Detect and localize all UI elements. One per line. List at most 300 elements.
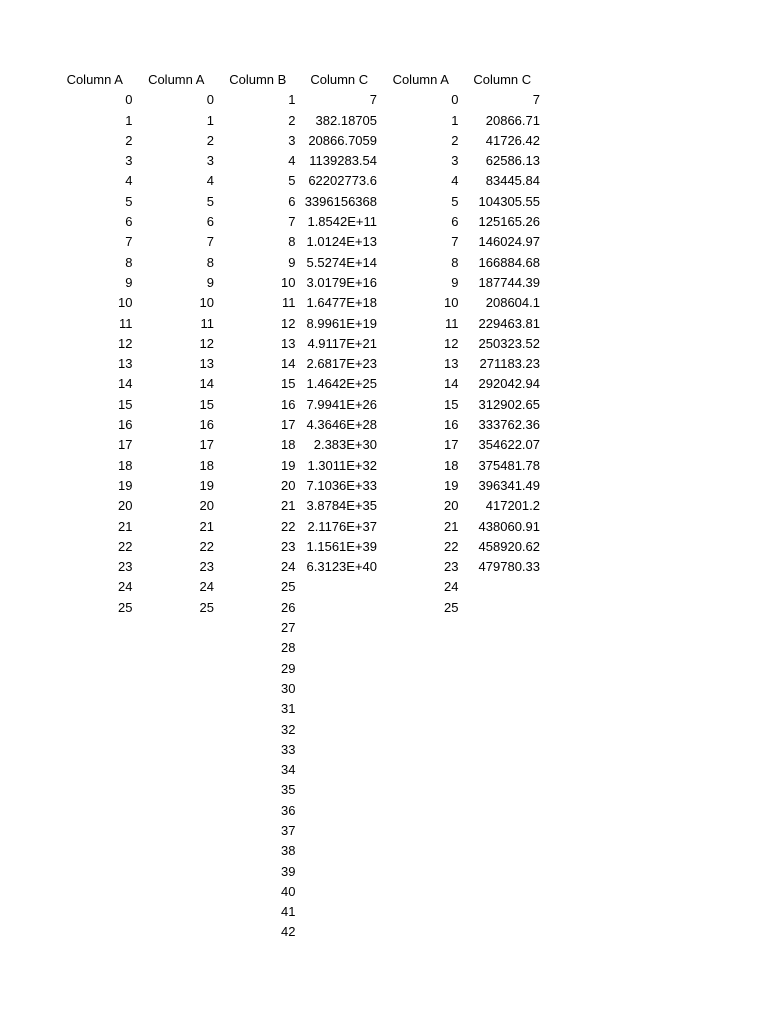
- table-cell: 38: [281, 843, 296, 859]
- table-cell: 0: [206, 92, 214, 108]
- table-cell: [299, 862, 381, 882]
- table-row: [54, 415, 543, 435]
- table-row: [54, 192, 543, 212]
- table-cell: 7.1036E+33: [306, 477, 377, 493]
- table-cell: [380, 780, 462, 800]
- table-cell: 20: [118, 498, 133, 514]
- table-cell: 15: [118, 396, 133, 412]
- table-cell: 4: [125, 173, 133, 189]
- table-cell: 19: [118, 477, 133, 493]
- table-cell: 4.9117E+21: [307, 335, 377, 351]
- table-cell: 35: [281, 782, 296, 798]
- table-cell: 30: [281, 680, 296, 696]
- table-cell: 4: [451, 173, 459, 189]
- table-cell: [54, 638, 136, 658]
- table-cell: [380, 618, 462, 638]
- table-row: [54, 90, 543, 110]
- table-cell: 250323.52: [478, 335, 540, 351]
- table-cell: 16: [199, 417, 214, 433]
- table-cell: 25: [199, 599, 214, 615]
- table-cell: 1.6477E+18: [306, 295, 377, 311]
- table-cell: [462, 862, 544, 882]
- table-row: [54, 354, 543, 374]
- table-cell: [462, 821, 544, 841]
- table-cell: 2: [125, 132, 133, 148]
- table-cell: 146024.97: [478, 234, 540, 250]
- table-cell: 11: [445, 315, 459, 331]
- table-cell: 1: [125, 112, 133, 128]
- table-cell: [299, 720, 381, 740]
- table-cell: 5: [451, 193, 459, 209]
- table-cell: 83445.84: [485, 173, 540, 189]
- table-cell: 20866.71: [485, 112, 540, 128]
- table-cell: 312902.65: [478, 396, 540, 412]
- column-header: Column B: [229, 72, 287, 87]
- table-row: [54, 679, 543, 699]
- table-cell: 40: [281, 883, 296, 899]
- table-cell: 6: [125, 214, 133, 230]
- column-header: Column A: [392, 72, 449, 87]
- table-cell: 41: [281, 904, 296, 920]
- table-cell: [136, 679, 218, 699]
- table-cell: 4.3646E+28: [306, 417, 377, 433]
- table-cell: 3396156368: [304, 193, 377, 209]
- table-row: [54, 314, 543, 334]
- table-cell: [380, 922, 462, 942]
- table-cell: 4: [206, 173, 214, 189]
- table-cell: 25: [118, 599, 133, 615]
- table-cell: 17: [118, 437, 133, 453]
- table-cell: [462, 882, 544, 902]
- table-row: [54, 638, 543, 658]
- table-cell: [462, 577, 544, 597]
- table-cell: [299, 821, 381, 841]
- table-cell: [462, 699, 544, 719]
- table-cell: 22: [281, 518, 296, 534]
- table-cell: [462, 720, 544, 740]
- table-cell: 1: [451, 112, 459, 128]
- table-cell: 19: [281, 457, 296, 473]
- table-cell: [136, 618, 218, 638]
- table-cell: [380, 720, 462, 740]
- table-row: [54, 537, 543, 557]
- table-cell: 24: [444, 579, 459, 595]
- table-cell: 25: [281, 579, 296, 595]
- table-row: [54, 131, 543, 151]
- table-cell: [462, 760, 544, 780]
- table-row: [54, 395, 543, 415]
- table-cell: 16: [281, 396, 296, 412]
- table-cell: 14: [281, 356, 296, 372]
- table-cell: 1.8542E+11: [307, 214, 377, 230]
- table-cell: 10: [199, 295, 214, 311]
- table-cell: 3: [288, 132, 296, 148]
- table-cell: 7.9941E+26: [306, 396, 377, 412]
- table-cell: [299, 922, 381, 942]
- table-cell: 15: [281, 376, 296, 392]
- table-cell: 24: [118, 579, 133, 595]
- table-cell: 16: [444, 417, 459, 433]
- table-cell: 62586.13: [485, 153, 540, 169]
- table-cell: [136, 699, 218, 719]
- table-cell: 5.5274E+14: [306, 254, 377, 270]
- table-cell: 13: [118, 356, 133, 372]
- table-cell: 2.6817E+23: [306, 356, 377, 372]
- table-cell: 13: [444, 356, 459, 372]
- table-cell: 26: [281, 599, 296, 615]
- table-cell: [380, 841, 462, 861]
- table-row: [54, 517, 543, 537]
- table-cell: 1.4642E+25: [306, 376, 377, 392]
- table-cell: 12: [199, 335, 214, 351]
- table-cell: 9: [288, 254, 296, 270]
- data-table: [54, 70, 543, 943]
- table-cell: 8.9961E+19: [306, 315, 377, 331]
- table-cell: [462, 679, 544, 699]
- table-cell: 12: [281, 315, 296, 331]
- table-cell: 36: [281, 802, 296, 818]
- table-cell: 14: [118, 376, 133, 392]
- table-cell: 11: [282, 295, 296, 311]
- table-cell: 14: [199, 376, 214, 392]
- table-cell: [380, 821, 462, 841]
- table-cell: 21: [281, 498, 296, 514]
- table-cell: [380, 801, 462, 821]
- table-cell: 0: [125, 92, 133, 108]
- spreadsheet: [54, 70, 543, 943]
- table-cell: [299, 577, 381, 597]
- table-cell: 25: [444, 599, 459, 615]
- table-row: [54, 841, 543, 861]
- table-cell: 23: [444, 559, 459, 575]
- table-cell: 17: [444, 437, 459, 453]
- table-cell: 8: [288, 234, 296, 250]
- table-cell: 3: [206, 153, 214, 169]
- table-row: [54, 496, 543, 516]
- table-cell: [299, 902, 381, 922]
- table-cell: [380, 638, 462, 658]
- table-cell: 20: [199, 498, 214, 514]
- table-cell: 7: [206, 234, 214, 250]
- table-cell: 292042.94: [478, 376, 540, 392]
- table-cell: [54, 760, 136, 780]
- table-row: [54, 882, 543, 902]
- table-cell: 21: [199, 518, 214, 534]
- table-cell: [136, 801, 218, 821]
- table-row: [54, 659, 543, 679]
- table-row: [54, 780, 543, 800]
- table-cell: 6: [206, 214, 214, 230]
- table-row: [54, 740, 543, 760]
- table-cell: [462, 780, 544, 800]
- table-cell: [54, 720, 136, 740]
- table-cell: 382.18705: [315, 112, 377, 128]
- table-cell: [299, 598, 381, 618]
- table-cell: 1: [288, 92, 296, 108]
- table-cell: 27: [281, 620, 296, 636]
- table-cell: [136, 821, 218, 841]
- table-cell: 22: [444, 538, 459, 554]
- table-cell: [54, 922, 136, 942]
- table-cell: 22: [118, 538, 133, 554]
- table-cell: [299, 780, 381, 800]
- table-cell: 62202773.6: [308, 173, 377, 189]
- table-cell: 104305.55: [478, 193, 540, 209]
- table-cell: 2: [288, 112, 296, 128]
- table-cell: [380, 699, 462, 719]
- table-row: [54, 577, 543, 597]
- table-cell: [136, 882, 218, 902]
- table-cell: [462, 740, 544, 760]
- column-header: Column C: [310, 72, 369, 87]
- table-cell: [380, 659, 462, 679]
- table-cell: 37: [281, 822, 296, 838]
- table-cell: 15: [444, 396, 459, 412]
- table-cell: 438060.91: [478, 518, 540, 534]
- table-cell: 12: [118, 335, 133, 351]
- table-cell: 8: [206, 254, 214, 270]
- table-cell: 13: [281, 335, 296, 351]
- table-cell: 10: [118, 295, 133, 311]
- table-cell: [299, 638, 381, 658]
- column-header: Column A: [148, 72, 205, 87]
- table-cell: [54, 902, 136, 922]
- table-cell: 1139283.54: [309, 153, 377, 169]
- table-cell: 10: [444, 295, 459, 311]
- table-cell: 6: [451, 214, 459, 230]
- table-cell: 20: [444, 498, 459, 514]
- header-row: [54, 70, 543, 90]
- table-cell: 5: [288, 173, 296, 189]
- table-cell: 15: [199, 396, 214, 412]
- table-row: [54, 902, 543, 922]
- table-cell: [299, 801, 381, 821]
- table-cell: [136, 740, 218, 760]
- table-cell: 7: [532, 92, 540, 108]
- table-row: [54, 435, 543, 455]
- table-row: [54, 293, 543, 313]
- table-cell: 3: [451, 153, 459, 169]
- table-cell: [380, 760, 462, 780]
- table-row: [54, 212, 543, 232]
- table-cell: [299, 618, 381, 638]
- table-cell: 28: [281, 640, 296, 656]
- table-cell: 11: [200, 315, 214, 331]
- table-cell: [462, 922, 544, 942]
- table-cell: [299, 699, 381, 719]
- table-cell: 19: [199, 477, 214, 493]
- table-cell: [462, 801, 544, 821]
- table-cell: 354622.07: [478, 437, 540, 453]
- table-cell: 34: [281, 762, 296, 778]
- table-cell: [136, 659, 218, 679]
- table-cell: 11: [119, 315, 133, 331]
- table-cell: 479780.33: [478, 559, 540, 575]
- table-cell: 18: [281, 437, 296, 453]
- table-cell: [299, 659, 381, 679]
- table-row: [54, 598, 543, 618]
- table-cell: [380, 862, 462, 882]
- table-cell: 333762.36: [478, 417, 540, 433]
- table-cell: [54, 740, 136, 760]
- table-cell: [54, 801, 136, 821]
- table-cell: [380, 882, 462, 902]
- table-cell: 229463.81: [478, 315, 540, 331]
- table-cell: 39: [281, 863, 296, 879]
- table-row: [54, 557, 543, 577]
- table-cell: 1.3011E+32: [307, 457, 377, 473]
- table-row: [54, 253, 543, 273]
- table-cell: 208604.1: [485, 295, 540, 311]
- table-row: [54, 862, 543, 882]
- table-cell: [299, 679, 381, 699]
- table-cell: 20866.7059: [308, 132, 377, 148]
- table-row: [54, 374, 543, 394]
- table-cell: 9: [206, 274, 214, 290]
- table-cell: 0: [451, 92, 459, 108]
- table-cell: [54, 862, 136, 882]
- table-cell: 9: [451, 274, 459, 290]
- table-cell: 10: [281, 274, 296, 290]
- table-cell: 22: [199, 538, 214, 554]
- table-cell: 18: [199, 457, 214, 473]
- table-cell: [299, 841, 381, 861]
- table-cell: 271183.23: [479, 356, 540, 372]
- table-cell: 3: [125, 153, 133, 169]
- table-cell: 7: [125, 234, 133, 250]
- table-cell: [462, 659, 544, 679]
- table-cell: [462, 618, 544, 638]
- table-cell: 42: [281, 924, 296, 940]
- table-row: [54, 232, 543, 252]
- table-cell: 21: [118, 518, 133, 534]
- table-cell: [54, 841, 136, 861]
- table-cell: [54, 618, 136, 638]
- table-row: [54, 273, 543, 293]
- table-cell: [136, 862, 218, 882]
- table-cell: 3.0179E+16: [306, 274, 377, 290]
- table-cell: 19: [444, 477, 459, 493]
- table-cell: 41726.42: [485, 132, 540, 148]
- table-cell: [299, 740, 381, 760]
- table-cell: 166884.68: [478, 254, 540, 270]
- table-cell: 458920.62: [478, 538, 540, 554]
- table-row: [54, 111, 543, 131]
- table-cell: 23: [118, 559, 133, 575]
- table-cell: 9: [125, 274, 133, 290]
- table-cell: [462, 841, 544, 861]
- column-header: Column C: [473, 72, 532, 87]
- table-cell: 17: [281, 417, 296, 433]
- table-cell: [54, 679, 136, 699]
- table-cell: 6.3123E+40: [306, 559, 377, 575]
- column-header: Column A: [66, 72, 123, 87]
- table-cell: [54, 780, 136, 800]
- table-row: [54, 151, 543, 171]
- table-cell: 7: [451, 234, 459, 250]
- table-cell: 5: [125, 193, 133, 209]
- table-cell: 417201.2: [485, 498, 540, 514]
- table-cell: [136, 760, 218, 780]
- table-cell: 16: [118, 417, 133, 433]
- table-row: [54, 720, 543, 740]
- table-cell: 1.1561E+39: [306, 538, 377, 554]
- table-cell: 1.0124E+13: [306, 234, 377, 250]
- table-cell: [136, 638, 218, 658]
- table-cell: 18: [118, 457, 133, 473]
- table-cell: [462, 598, 544, 618]
- table-cell: 396341.49: [478, 477, 540, 493]
- table-cell: [380, 679, 462, 699]
- table-cell: [380, 740, 462, 760]
- table-cell: 20: [281, 477, 296, 493]
- table-cell: [299, 882, 381, 902]
- table-cell: [54, 699, 136, 719]
- table-cell: 18: [444, 457, 459, 473]
- table-cell: 21: [444, 518, 459, 534]
- table-cell: [462, 638, 544, 658]
- table-row: [54, 922, 543, 942]
- table-cell: 17: [199, 437, 214, 453]
- table-row: [54, 618, 543, 638]
- table-cell: 5: [206, 193, 214, 209]
- table-cell: 187744.39: [478, 274, 540, 290]
- table-cell: 24: [199, 579, 214, 595]
- table-cell: 6: [288, 193, 296, 209]
- table-row: [54, 699, 543, 719]
- table-cell: 2: [451, 132, 459, 148]
- table-cell: [136, 720, 218, 740]
- table-cell: 8: [125, 254, 133, 270]
- table-cell: 2.1176E+37: [307, 518, 377, 534]
- table-row: [54, 821, 543, 841]
- table-cell: 2.383E+30: [313, 437, 377, 453]
- table-row: [54, 476, 543, 496]
- table-cell: [54, 659, 136, 679]
- table-cell: [462, 902, 544, 922]
- table-cell: 23: [199, 559, 214, 575]
- table-cell: 8: [451, 254, 459, 270]
- table-cell: 14: [444, 376, 459, 392]
- table-cell: 31: [281, 701, 296, 717]
- table-cell: 1: [206, 112, 214, 128]
- table-cell: 32: [281, 721, 296, 737]
- table-cell: 29: [281, 660, 296, 676]
- table-cell: [54, 821, 136, 841]
- table-cell: [299, 760, 381, 780]
- table-cell: [136, 841, 218, 861]
- table-row: [54, 801, 543, 821]
- table-row: [54, 334, 543, 354]
- table-cell: [136, 780, 218, 800]
- table-cell: 2: [206, 132, 214, 148]
- table-cell: 12: [444, 335, 459, 351]
- table-cell: [136, 922, 218, 942]
- table-cell: [380, 902, 462, 922]
- table-cell: 7: [288, 214, 296, 230]
- table-cell: 13: [199, 356, 214, 372]
- table-row: [54, 760, 543, 780]
- table-cell: 24: [281, 559, 296, 575]
- table-cell: 33: [281, 741, 296, 757]
- table-row: [54, 456, 543, 476]
- table-cell: 7: [369, 92, 377, 108]
- table-cell: 3.8784E+35: [306, 498, 377, 514]
- table-cell: [136, 902, 218, 922]
- table-cell: 4: [288, 153, 296, 169]
- table-cell: 23: [281, 538, 296, 554]
- table-cell: 375481.78: [478, 457, 540, 473]
